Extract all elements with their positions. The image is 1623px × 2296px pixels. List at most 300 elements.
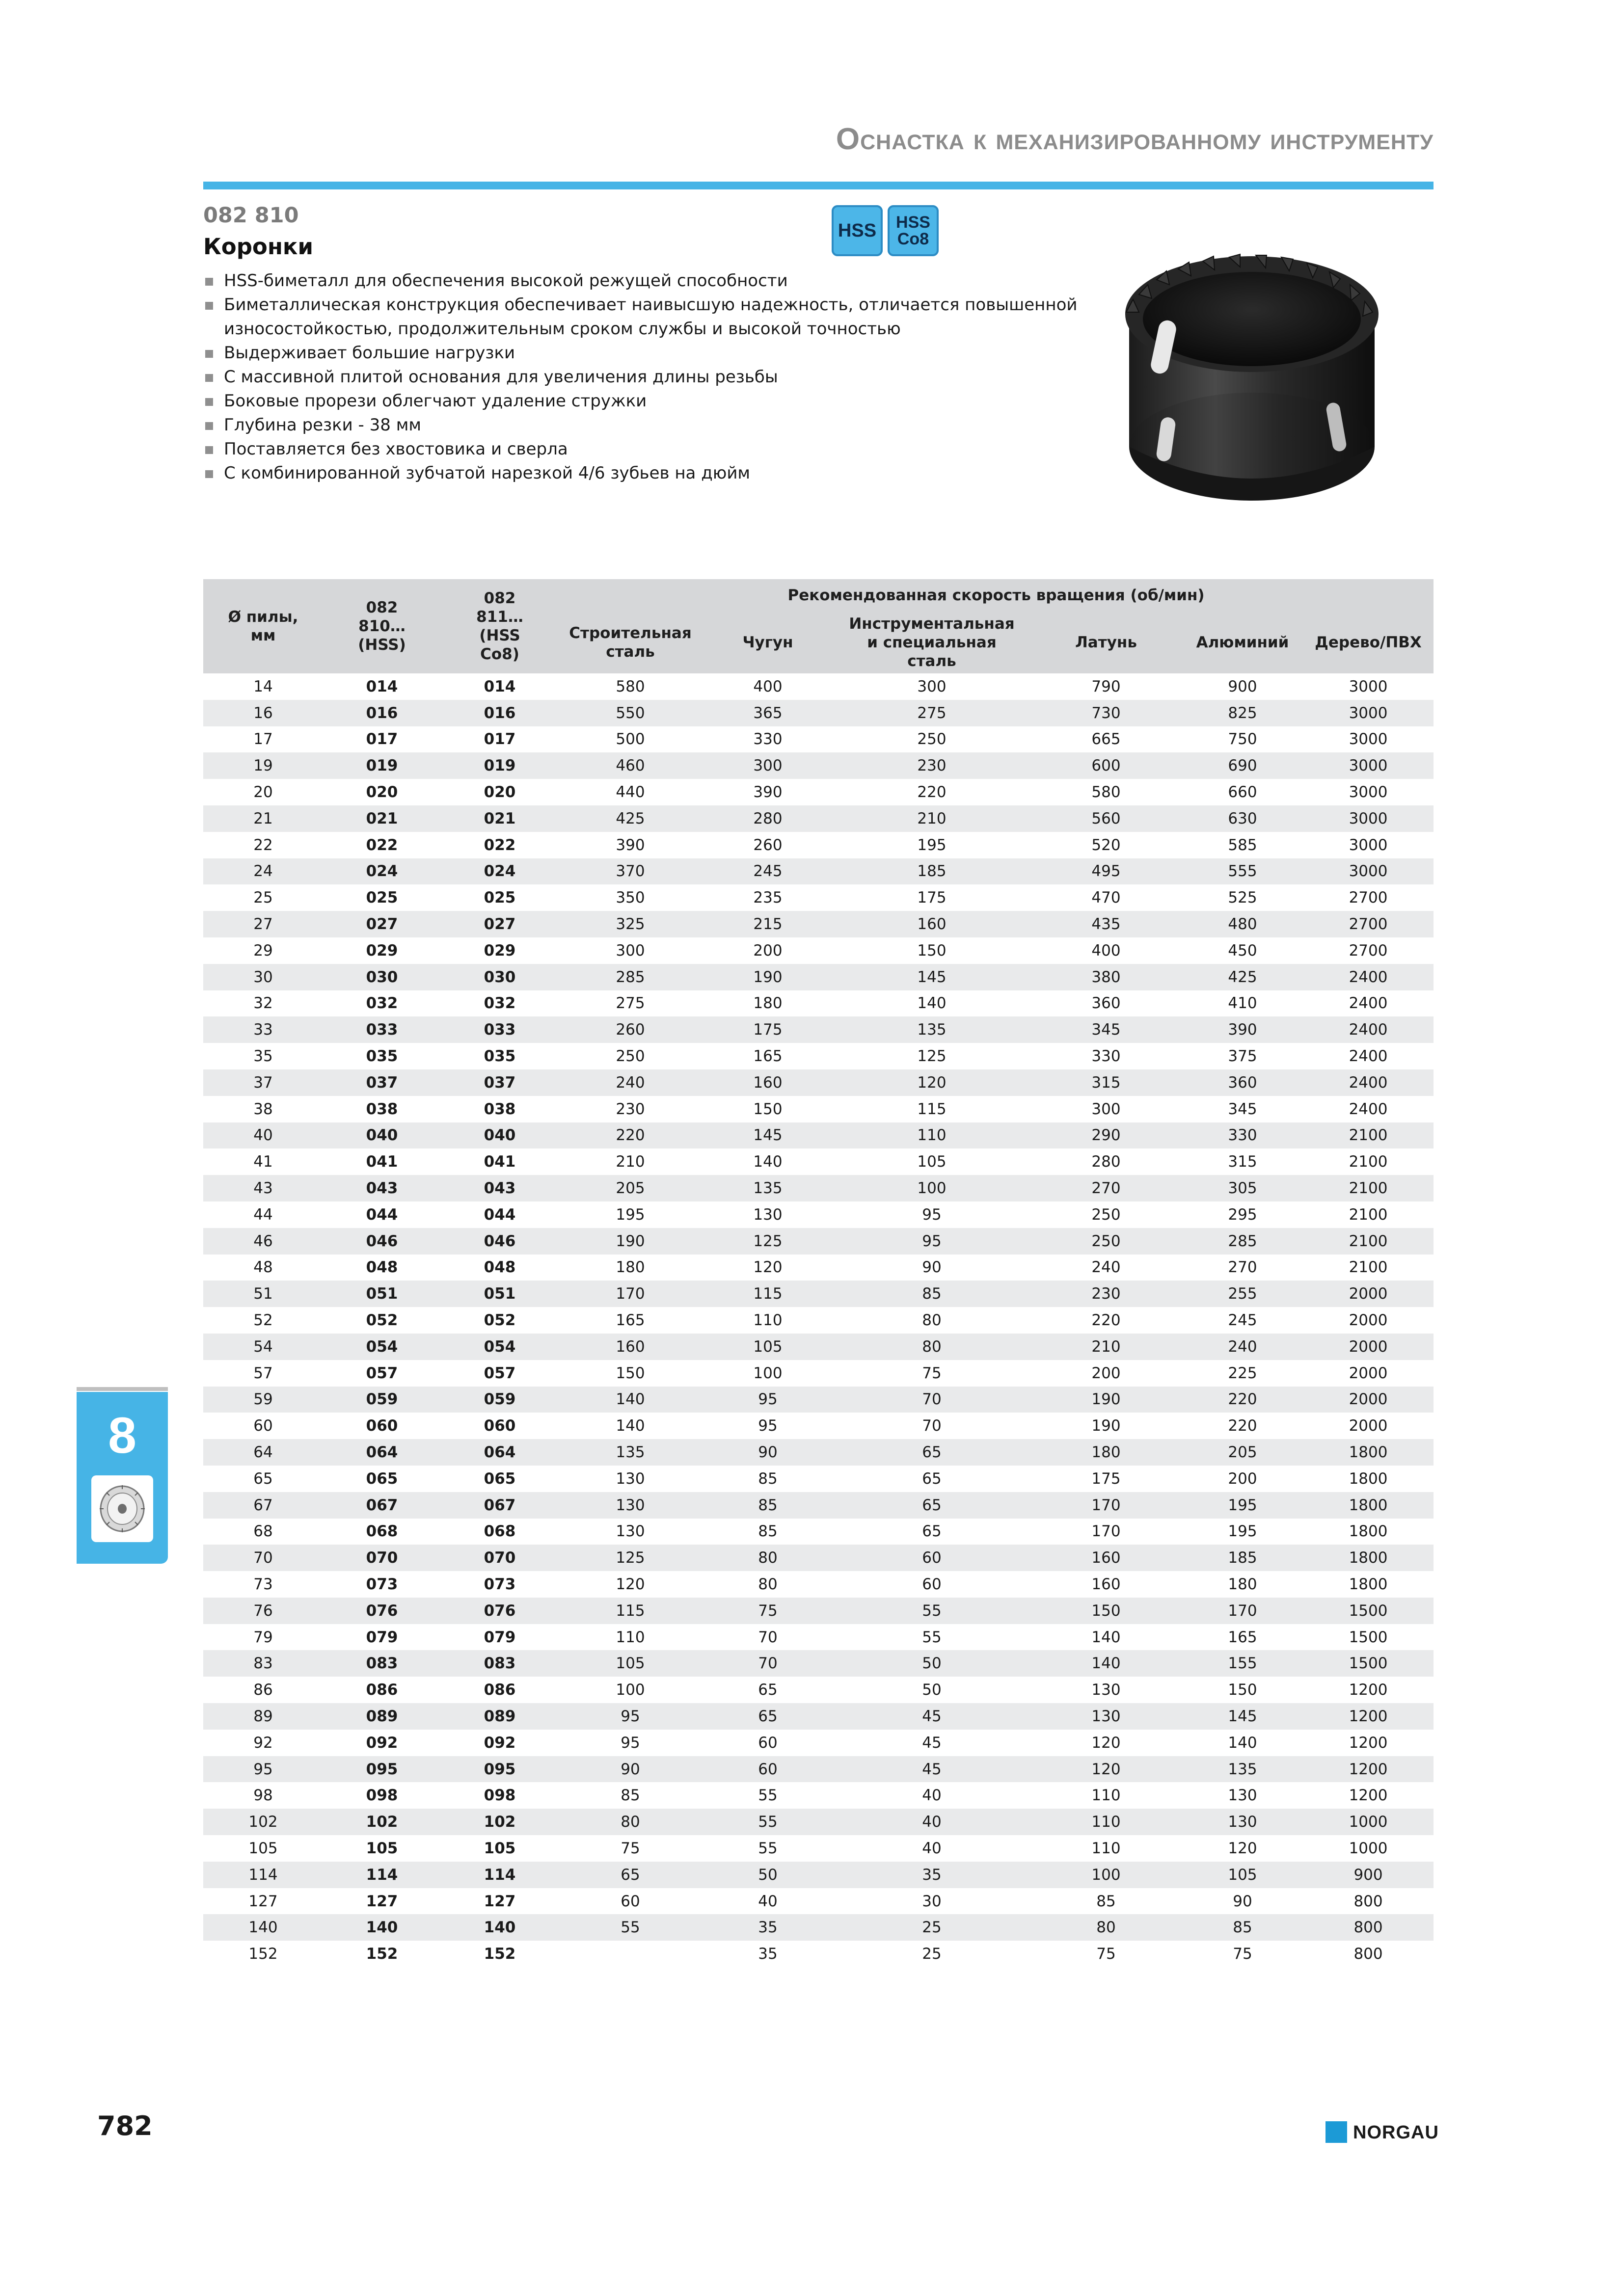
table-cell: 240 xyxy=(1182,1334,1303,1360)
table-cell: 130 xyxy=(1182,1809,1303,1835)
table-cell: 200 xyxy=(1091,1364,1121,1382)
table-row xyxy=(203,832,1434,858)
table-cell: 102 xyxy=(323,1809,441,1835)
table-cell: 2400 xyxy=(1349,1100,1388,1118)
table-cell: 40 xyxy=(834,1809,1030,1835)
table-cell: 092 xyxy=(366,1734,398,1752)
table-cell: 190 xyxy=(1091,1417,1121,1435)
table-cell: 052 xyxy=(366,1311,398,1330)
table-cell: 3000 xyxy=(1303,752,1434,779)
table-cell: 051 xyxy=(323,1281,441,1307)
table-cell: 375 xyxy=(1228,1047,1257,1066)
table-cell: 70 xyxy=(758,1628,778,1646)
table-cell: 3000 xyxy=(1349,730,1388,748)
table-cell: 3000 xyxy=(1303,858,1434,885)
table-cell: 155 xyxy=(1182,1650,1303,1677)
table-cell: 43 xyxy=(203,1175,323,1201)
table-cell: 065 xyxy=(366,1469,398,1488)
table-cell: 65 xyxy=(758,1681,778,1699)
table-cell: 95 xyxy=(834,1228,1030,1255)
col-diameter-label: Ø пилы, мм xyxy=(228,608,298,644)
table-cell: 95 xyxy=(702,1387,834,1413)
table-cell: 086 xyxy=(484,1681,516,1699)
table-cell: 90 xyxy=(1233,1892,1252,1910)
table-cell: 140 xyxy=(203,1914,323,1941)
table-cell: 033 xyxy=(323,1016,441,1043)
table-cell: 185 xyxy=(1182,1545,1303,1571)
table-cell: 90 xyxy=(702,1439,834,1466)
table-cell: 064 xyxy=(323,1439,441,1466)
table-cell: 245 xyxy=(702,858,834,885)
table-cell: 665 xyxy=(1091,730,1121,748)
table-cell: 80 xyxy=(1030,1914,1182,1941)
table-cell: 2000 xyxy=(1303,1387,1434,1413)
table-row xyxy=(203,911,1434,937)
table-cell: 019 xyxy=(323,752,441,779)
table-row xyxy=(203,1756,1434,1783)
table-cell: 175 xyxy=(1091,1469,1121,1488)
table-cell: 750 xyxy=(1228,730,1257,748)
table-cell: 75 xyxy=(702,1598,834,1624)
table-cell: 025 xyxy=(484,889,516,907)
table-cell: 410 xyxy=(1228,994,1257,1013)
table-cell: 240 xyxy=(1091,1258,1121,1277)
table-row xyxy=(203,1466,1434,1492)
table-cell: 059 xyxy=(323,1387,441,1413)
chapter-tab xyxy=(77,1392,168,1564)
table-cell: 029 xyxy=(484,941,516,960)
table-cell: 75 xyxy=(1096,1945,1116,1963)
table-cell: 2400 xyxy=(1349,1047,1388,1066)
table-cell: 255 xyxy=(1182,1281,1303,1307)
table-cell: 120 xyxy=(1228,1839,1257,1857)
table-cell: 3000 xyxy=(1349,783,1388,801)
table-cell: 024 xyxy=(323,858,441,885)
table-cell: 110 xyxy=(1091,1787,1121,1805)
table-cell: 80 xyxy=(922,1311,942,1330)
table-cell: 140 xyxy=(559,1387,702,1413)
table-cell: 260 xyxy=(753,836,783,854)
table-cell: 052 xyxy=(484,1311,516,1330)
table-cell: 585 xyxy=(1228,836,1257,854)
table-row xyxy=(203,1862,1434,1888)
table-row xyxy=(203,1571,1434,1598)
table-cell: 57 xyxy=(253,1364,273,1382)
table-cell: 240 xyxy=(559,1069,702,1096)
table-cell: 2100 xyxy=(1349,1205,1388,1224)
table-cell: 315 xyxy=(1030,1069,1182,1096)
table-cell: 59 xyxy=(203,1387,323,1413)
table-cell: 068 xyxy=(484,1522,516,1541)
table-cell: 145 xyxy=(702,1122,834,1149)
col-tool-steel xyxy=(834,612,1030,673)
table-row xyxy=(203,858,1434,885)
table-cell: 020 xyxy=(366,783,398,801)
table-cell: 105 xyxy=(248,1839,278,1857)
table-cell: 044 xyxy=(484,1205,516,1224)
table-cell: 2000 xyxy=(1349,1364,1388,1382)
table-row xyxy=(203,726,1434,753)
table-cell: 80 xyxy=(834,1334,1030,1360)
table-cell: 40 xyxy=(203,1122,323,1149)
col-hss-co8-label: 082 811… (HSS Co8) xyxy=(476,589,523,663)
table-row xyxy=(203,779,1434,805)
feature-item xyxy=(203,413,1087,437)
table-cell: 345 xyxy=(1228,1100,1257,1118)
table-cell: 75 xyxy=(621,1839,640,1857)
table-cell: 195 xyxy=(1182,1492,1303,1519)
table-cell: 060 xyxy=(366,1417,398,1435)
table-cell: 089 xyxy=(323,1703,441,1730)
table-row xyxy=(203,1148,1434,1175)
table-cell: 105 xyxy=(366,1839,398,1857)
table-row xyxy=(203,700,1434,726)
table-cell: 130 xyxy=(616,1469,645,1488)
table-cell: 2700 xyxy=(1303,911,1434,937)
col-hss-co8 xyxy=(441,579,559,673)
table-cell: 55 xyxy=(702,1809,834,1835)
table-cell: 150 xyxy=(1228,1681,1257,1699)
table-row xyxy=(203,1413,1434,1439)
table-cell: 140 xyxy=(1091,1628,1121,1646)
table-cell: 100 xyxy=(753,1364,783,1382)
table-cell: 45 xyxy=(922,1734,942,1752)
chapter-number: 8 xyxy=(108,1407,136,1464)
table-cell: 127 xyxy=(366,1892,398,1910)
table-row xyxy=(203,1387,1434,1413)
table-cell: 86 xyxy=(253,1681,273,1699)
table-cell: 52 xyxy=(253,1311,273,1330)
table-cell: 525 xyxy=(1228,889,1257,907)
table-cell: 40 xyxy=(758,1892,778,1910)
table-cell: 1500 xyxy=(1303,1598,1434,1624)
table-cell: 140 xyxy=(1228,1734,1257,1752)
table-cell: 35 xyxy=(834,1862,1030,1888)
table-cell: 65 xyxy=(702,1703,834,1730)
table-cell: 450 xyxy=(1228,941,1257,960)
table-cell: 30 xyxy=(922,1892,942,1910)
table-cell: 195 xyxy=(1228,1522,1257,1541)
table-cell: 54 xyxy=(203,1334,323,1360)
table-cell: 285 xyxy=(559,964,702,990)
table-cell: 041 xyxy=(366,1153,398,1171)
table-cell: 500 xyxy=(616,730,645,748)
table-row xyxy=(203,1334,1434,1360)
table-cell: 130 xyxy=(559,1492,702,1519)
table-cell: 030 xyxy=(323,964,441,990)
table-cell: 2700 xyxy=(1349,941,1388,960)
feature-text: Выдерживает большие нагрузки xyxy=(224,343,515,363)
table-cell: 65 xyxy=(834,1439,1030,1466)
table-cell: 165 xyxy=(616,1311,645,1330)
table-cell: 425 xyxy=(559,805,702,832)
table-cell: 2100 xyxy=(1349,1258,1388,1277)
table-cell: 140 xyxy=(323,1914,441,1941)
table-row xyxy=(203,1439,1434,1466)
table-cell: 110 xyxy=(616,1628,645,1646)
table-cell: 1200 xyxy=(1303,1756,1434,1783)
table-cell: 290 xyxy=(1030,1122,1182,1149)
table-cell: 016 xyxy=(441,700,559,726)
table-cell: 3000 xyxy=(1349,677,1388,695)
table-cell: 2400 xyxy=(1303,964,1434,990)
table-cell: 130 xyxy=(753,1205,783,1224)
table-cell: 014 xyxy=(484,677,516,695)
table-cell: 520 xyxy=(1091,836,1121,854)
table-cell: 495 xyxy=(1030,858,1182,885)
table-cell: 270 xyxy=(1030,1175,1182,1201)
table-cell: 230 xyxy=(1030,1281,1182,1307)
table-cell: 580 xyxy=(1091,783,1121,801)
col-cast-iron: Чугун xyxy=(702,612,834,673)
table-cell: 440 xyxy=(616,783,645,801)
table-cell: 390 xyxy=(753,783,783,801)
table-cell: 1000 xyxy=(1349,1839,1388,1857)
table-cell: 75 xyxy=(1233,1945,1252,1963)
table-cell: 2000 xyxy=(1349,1417,1388,1435)
table-cell: 60 xyxy=(922,1575,942,1593)
table-cell: 105 xyxy=(917,1153,947,1171)
bullet-square-icon xyxy=(205,446,213,454)
table-cell: 280 xyxy=(1091,1153,1121,1171)
table-cell: 315 xyxy=(1228,1153,1257,1171)
table-row xyxy=(203,1519,1434,1545)
table-cell: 80 xyxy=(758,1575,778,1593)
bullet-square-icon xyxy=(205,278,213,286)
table-row xyxy=(203,1228,1434,1255)
table-row xyxy=(203,1201,1434,1228)
table-cell: 41 xyxy=(253,1153,273,1171)
table-cell: 425 xyxy=(1182,964,1303,990)
table-cell: 60 xyxy=(702,1756,834,1783)
table-cell: 70 xyxy=(203,1545,323,1571)
table-cell: 65 xyxy=(922,1469,942,1488)
table-row xyxy=(203,1043,1434,1069)
table-cell: 40 xyxy=(922,1787,942,1805)
table-cell: 630 xyxy=(1182,805,1303,832)
table-cell: 175 xyxy=(917,889,947,907)
table-cell: 054 xyxy=(441,1334,559,1360)
table-cell: 300 xyxy=(702,752,834,779)
table-cell: 190 xyxy=(702,964,834,990)
col-wood-pvc: Дерево/ПВХ xyxy=(1303,612,1434,673)
table-cell: 2700 xyxy=(1349,889,1388,907)
table-cell: 083 xyxy=(323,1650,441,1677)
page-number: 782 xyxy=(97,2110,153,2141)
table-row xyxy=(203,1677,1434,1703)
table-row xyxy=(203,1122,1434,1149)
table-cell: 800 xyxy=(1353,1892,1383,1910)
table-cell: 90 xyxy=(559,1756,702,1783)
table-cell: 043 xyxy=(323,1175,441,1201)
table-cell: 435 xyxy=(1030,911,1182,937)
table-cell: 067 xyxy=(441,1492,559,1519)
table-cell: 105 xyxy=(702,1334,834,1360)
table-cell: 225 xyxy=(1228,1364,1257,1382)
table-cell: 040 xyxy=(441,1122,559,1149)
table-cell: 95 xyxy=(922,1205,942,1224)
table-cell: 330 xyxy=(1091,1047,1121,1066)
table-cell: 40 xyxy=(922,1839,942,1857)
table-cell: 38 xyxy=(253,1100,273,1118)
table-cell: 55 xyxy=(922,1628,942,1646)
table-cell: 2100 xyxy=(1303,1228,1434,1255)
table-cell: 073 xyxy=(484,1575,516,1593)
table-cell: 60 xyxy=(621,1892,640,1910)
side-tab-divider xyxy=(77,1387,168,1391)
table-cell: 215 xyxy=(702,911,834,937)
table-cell: 115 xyxy=(559,1598,702,1624)
table-cell: 580 xyxy=(616,677,645,695)
table-cell: 073 xyxy=(366,1575,398,1593)
table-cell: 022 xyxy=(484,836,516,854)
table-cell: 325 xyxy=(559,911,702,937)
table-cell: 032 xyxy=(366,994,398,1013)
table-cell: 470 xyxy=(1091,889,1121,907)
table-row xyxy=(203,1096,1434,1122)
feature-text: Биметаллическая конструкция обеспечивает наивысшую надежность, отличается повышенной износостойкостью, продолжительным сроком службы и высокой точностью xyxy=(224,295,1078,339)
table-cell: 45 xyxy=(834,1703,1030,1730)
table-cell: 025 xyxy=(366,889,398,907)
table-cell: 27 xyxy=(203,911,323,937)
table-cell: 55 xyxy=(758,1787,778,1805)
table-cell: 3000 xyxy=(1303,700,1434,726)
table-cell: 165 xyxy=(1228,1628,1257,1646)
table-cell: 70 xyxy=(834,1387,1030,1413)
table-cell: 120 xyxy=(616,1575,645,1593)
table-row xyxy=(203,1360,1434,1387)
table-cell: 37 xyxy=(203,1069,323,1096)
table-cell: 50 xyxy=(702,1862,834,1888)
table-cell: 210 xyxy=(616,1153,645,1171)
table-row xyxy=(203,1069,1434,1096)
table-cell: 400 xyxy=(753,677,783,695)
table-cell: 054 xyxy=(323,1334,441,1360)
table-row xyxy=(203,1492,1434,1519)
table-cell: 1800 xyxy=(1303,1492,1434,1519)
table-cell: 3000 xyxy=(1349,836,1388,854)
table-cell: 17 xyxy=(253,730,273,748)
feature-item xyxy=(203,365,1087,389)
table-cell: 305 xyxy=(1182,1175,1303,1201)
table-cell: 220 xyxy=(559,1122,702,1149)
bullet-square-icon xyxy=(205,350,213,358)
table-cell: 083 xyxy=(441,1650,559,1677)
table-row xyxy=(203,1835,1434,1862)
table-cell: 83 xyxy=(203,1650,323,1677)
table-cell: 730 xyxy=(1030,700,1182,726)
bullet-square-icon xyxy=(205,374,213,382)
table-cell: 145 xyxy=(834,964,1030,990)
table-cell: 90 xyxy=(922,1258,942,1277)
table-cell: 85 xyxy=(758,1469,778,1488)
feature-list xyxy=(203,269,1087,485)
table-cell: 555 xyxy=(1182,858,1303,885)
table-cell: 380 xyxy=(1030,964,1182,990)
table-cell: 300 xyxy=(1091,1100,1121,1118)
table-cell: 260 xyxy=(559,1016,702,1043)
table-cell: 235 xyxy=(753,889,783,907)
feature-text: Глубина резки - 38 мм xyxy=(224,415,421,435)
table-cell: 100 xyxy=(616,1681,645,1699)
table-cell: 195 xyxy=(616,1205,645,1224)
table-cell: 2100 xyxy=(1349,1153,1388,1171)
table-cell: 230 xyxy=(616,1100,645,1118)
table-cell: 85 xyxy=(1182,1914,1303,1941)
table-row xyxy=(203,1545,1434,1571)
table-cell: 033 xyxy=(441,1016,559,1043)
table-cell: 051 xyxy=(441,1281,559,1307)
table-cell: 089 xyxy=(441,1703,559,1730)
table-cell: 98 xyxy=(253,1787,273,1805)
table-cell: 67 xyxy=(203,1492,323,1519)
table-row xyxy=(203,884,1434,911)
table-cell: 046 xyxy=(441,1228,559,1255)
table-cell: 95 xyxy=(621,1734,640,1752)
article-code: 082 810 xyxy=(203,203,299,228)
table-cell: 85 xyxy=(621,1787,640,1805)
table-cell: 76 xyxy=(203,1598,323,1624)
table-cell: 180 xyxy=(616,1258,645,1277)
table-cell: 80 xyxy=(559,1809,702,1835)
table-cell: 170 xyxy=(1091,1522,1121,1541)
table-cell: 900 xyxy=(1303,1862,1434,1888)
table-cell: 114 xyxy=(441,1862,559,1888)
table-cell: 102 xyxy=(441,1809,559,1835)
table-cell: 016 xyxy=(323,700,441,726)
section-title: Оснастка к механизированному инструменту xyxy=(836,122,1434,156)
table-cell: 017 xyxy=(484,730,516,748)
table-cell: 460 xyxy=(559,752,702,779)
table-cell: 220 xyxy=(1091,1311,1121,1330)
hss-badge-label: HSS xyxy=(838,220,877,241)
table-cell: 390 xyxy=(1182,1016,1303,1043)
table-cell: 150 xyxy=(616,1364,645,1382)
table-cell: 48 xyxy=(253,1258,273,1277)
table-cell: 120 xyxy=(1091,1734,1121,1752)
table-cell: 20 xyxy=(253,783,273,801)
table-cell: 1200 xyxy=(1349,1734,1388,1752)
table-cell: 035 xyxy=(366,1047,398,1066)
table-cell: 270 xyxy=(1228,1258,1257,1277)
table-cell: 043 xyxy=(441,1175,559,1201)
table-cell: 086 xyxy=(366,1681,398,1699)
table-cell: 120 xyxy=(834,1069,1030,1096)
table-cell: 115 xyxy=(702,1281,834,1307)
feature-item xyxy=(203,269,1087,293)
feature-item xyxy=(203,293,1087,341)
table-cell: 825 xyxy=(1182,700,1303,726)
col-diameter xyxy=(203,579,323,673)
table-cell: 245 xyxy=(1228,1311,1257,1330)
table-cell: 275 xyxy=(834,700,1030,726)
table-cell: 19 xyxy=(203,752,323,779)
table-cell: 127 xyxy=(484,1892,516,1910)
table-cell: 057 xyxy=(366,1364,398,1382)
table-cell: 3000 xyxy=(1303,805,1434,832)
table-cell: 95 xyxy=(203,1756,323,1783)
table-cell: 16 xyxy=(203,700,323,726)
table-cell: 690 xyxy=(1182,752,1303,779)
table-cell: 160 xyxy=(834,911,1030,937)
table-cell: 14 xyxy=(253,677,273,695)
table-row xyxy=(203,964,1434,990)
table-cell: 135 xyxy=(1182,1756,1303,1783)
table-cell: 220 xyxy=(1182,1387,1303,1413)
table-cell: 35 xyxy=(758,1945,778,1963)
table-cell: 095 xyxy=(323,1756,441,1783)
table-cell: 140 xyxy=(441,1914,559,1941)
